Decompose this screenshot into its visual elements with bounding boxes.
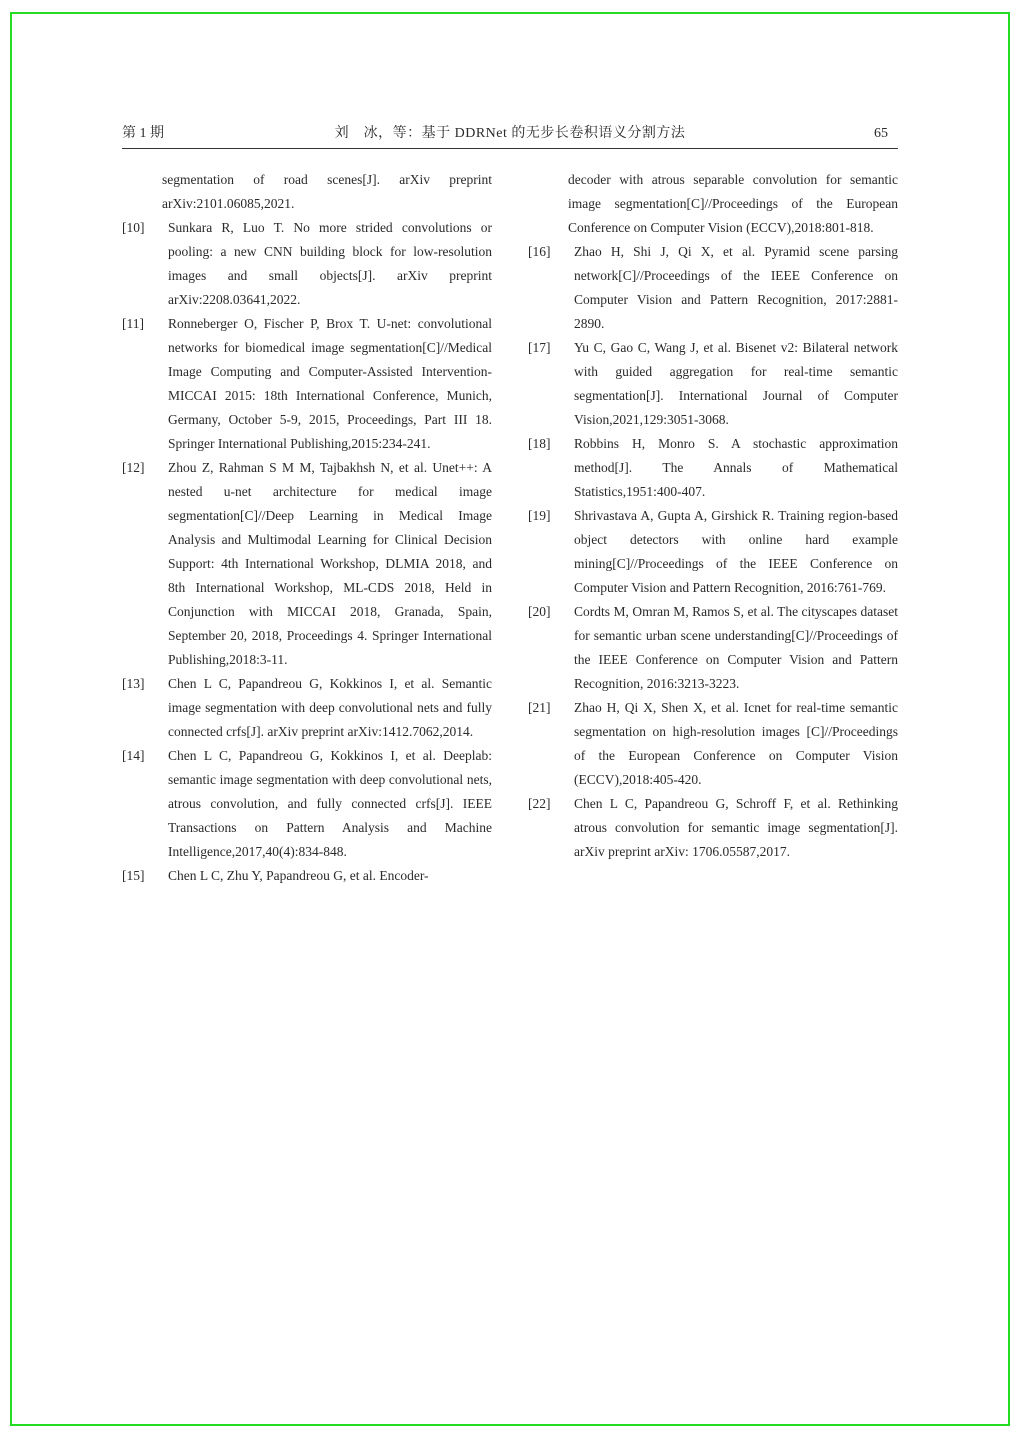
reference-text: Chen L C, Zhu Y, Papandreou G, et al. Encoder- xyxy=(168,868,429,883)
reference-number: [17] xyxy=(528,340,551,355)
reference-number: [13] xyxy=(122,676,145,691)
reference-item xyxy=(528,792,898,864)
reference-item xyxy=(122,216,492,312)
references-left-column xyxy=(122,168,492,888)
reference-text: Ronneberger O, Fischer P, Brox T. U-net: convolutional networks for biomedical image segmentation[C]//Medical Image Computing and Computer-Assisted Intervention-MICCAI 2015: 18th International Conference, Munich, Germany, October 5-9, 2015, Proceedings, Part III 18. Springer International Publishing,2015:234-241. xyxy=(168,316,492,451)
reference-text: Zhao H, Shi J, Qi X, et al. Pyramid scene parsing network[C]//Proceedings of the IEEE Conference on Computer Vision and Pattern Recognition, 2017:2881-2890. xyxy=(574,244,898,331)
reference-continuation xyxy=(528,168,898,240)
reference-number: [22] xyxy=(528,796,551,811)
reference-item xyxy=(528,696,898,792)
reference-item xyxy=(122,744,492,864)
reference-item xyxy=(122,312,492,456)
page-number: 65 xyxy=(874,126,888,141)
reference-text: Chen L C, Papandreou G, Schroff F, et al. Rethinking atrous convolution for semantic image segmentation[J]. arXiv preprint arXiv: 1706.05587,2017. xyxy=(574,796,898,859)
reference-text: Robbins H, Monro S. A stochastic approximation method[J]. The Annals of Mathematical Statistics,1951:400-407. xyxy=(574,436,898,499)
reference-item xyxy=(528,504,898,600)
reference-item xyxy=(528,336,898,432)
running-header xyxy=(122,124,898,149)
reference-number: [18] xyxy=(528,436,551,451)
reference-item xyxy=(122,864,492,888)
reference-number: [19] xyxy=(528,508,551,523)
reference-item xyxy=(528,432,898,504)
reference-text: Yu C, Gao C, Wang J, et al. Bisenet v2: Bilateral network with guided aggregation for real-time semantic segmentation[J]. International Journal of Computer Vision,2021,129:3051-3068. xyxy=(574,340,898,427)
reference-text: Zhou Z, Rahman S M M, Tajbakhsh N, et al. Unet++: A nested u-net architecture for medical image segmentation[C]//Deep Learning in Medical Image Analysis and Multimodal Learning for Clinical Decision Support: 4th International Workshop, DLMIA 2018, and 8th International Workshop, ML-CDS 2018, Held in Conjunction with MICCAI 2018, Granada, Spain, September 20, 2018, Proceedings 4. Springer International Publishing,2018:3-11. xyxy=(168,460,492,667)
reference-number: [20] xyxy=(528,604,551,619)
running-title: 刘 冰，等：基于 DDRNet 的无步长卷积语义分割方法 xyxy=(334,126,686,141)
reference-text: Chen L C, Papandreou G, Kokkinos I, et al. Deeplab: semantic image segmentation with deep convolutional nets, atrous convolution, and fully connected crfs[J]. IEEE Transactions on Pattern Analysis and Machine Intelligence,2017,40(4):834-848. xyxy=(168,748,492,859)
reference-number: [11] xyxy=(122,316,144,331)
reference-number: [14] xyxy=(122,748,145,763)
reference-continuation xyxy=(122,168,492,216)
reference-text: Sunkara R, Luo T. No more strided convolutions or pooling: a new CNN building block for low-resolution images and small objects[J]. arXiv preprint arXiv:2208.03641,2022. xyxy=(168,220,492,307)
reference-text: segmentation of road scenes[J]. arXiv preprint arXiv:2101.06085,2021. xyxy=(162,172,492,211)
reference-number: [16] xyxy=(528,244,551,259)
reference-item xyxy=(122,672,492,744)
reference-text: Cordts M, Omran M, Ramos S, et al. The cityscapes dataset for semantic urban scene understanding[C]//Proceedings of the IEEE Conference on Computer Vision and Pattern Recognition, 2016:3213-3223. xyxy=(574,604,898,691)
reference-number: [21] xyxy=(528,700,551,715)
reference-number: [15] xyxy=(122,868,145,883)
reference-number: [12] xyxy=(122,460,145,475)
reference-item xyxy=(528,240,898,336)
reference-number: [10] xyxy=(122,220,145,235)
reference-item xyxy=(528,600,898,696)
issue-label: 第 1 期 xyxy=(122,126,164,141)
reference-text: Shrivastava A, Gupta A, Girshick R. Training region-based object detectors with online hard example mining[C]//Proceedings of the IEEE Conference on Computer Vision and Pattern Recognition, 2016:761-769. xyxy=(574,508,898,595)
reference-text: Chen L C, Papandreou G, Kokkinos I, et al. Semantic image segmentation with deep convolutional nets and fully connected crfs[J]. arXiv preprint arXiv:1412.7062,2014. xyxy=(168,676,492,739)
reference-text: decoder with atrous separable convolution for semantic image segmentation[C]//Proceedings of the European Conference on Computer Vision (ECCV),2018:801-818. xyxy=(568,172,898,235)
reference-item xyxy=(122,456,492,672)
references-right-column xyxy=(528,168,898,864)
reference-text: Zhao H, Qi X, Shen X, et al. Icnet for real-time semantic segmentation on high-resolution images [C]//Proceedings of the European Conference on Computer Vision (ECCV),2018:405-420. xyxy=(574,700,898,787)
